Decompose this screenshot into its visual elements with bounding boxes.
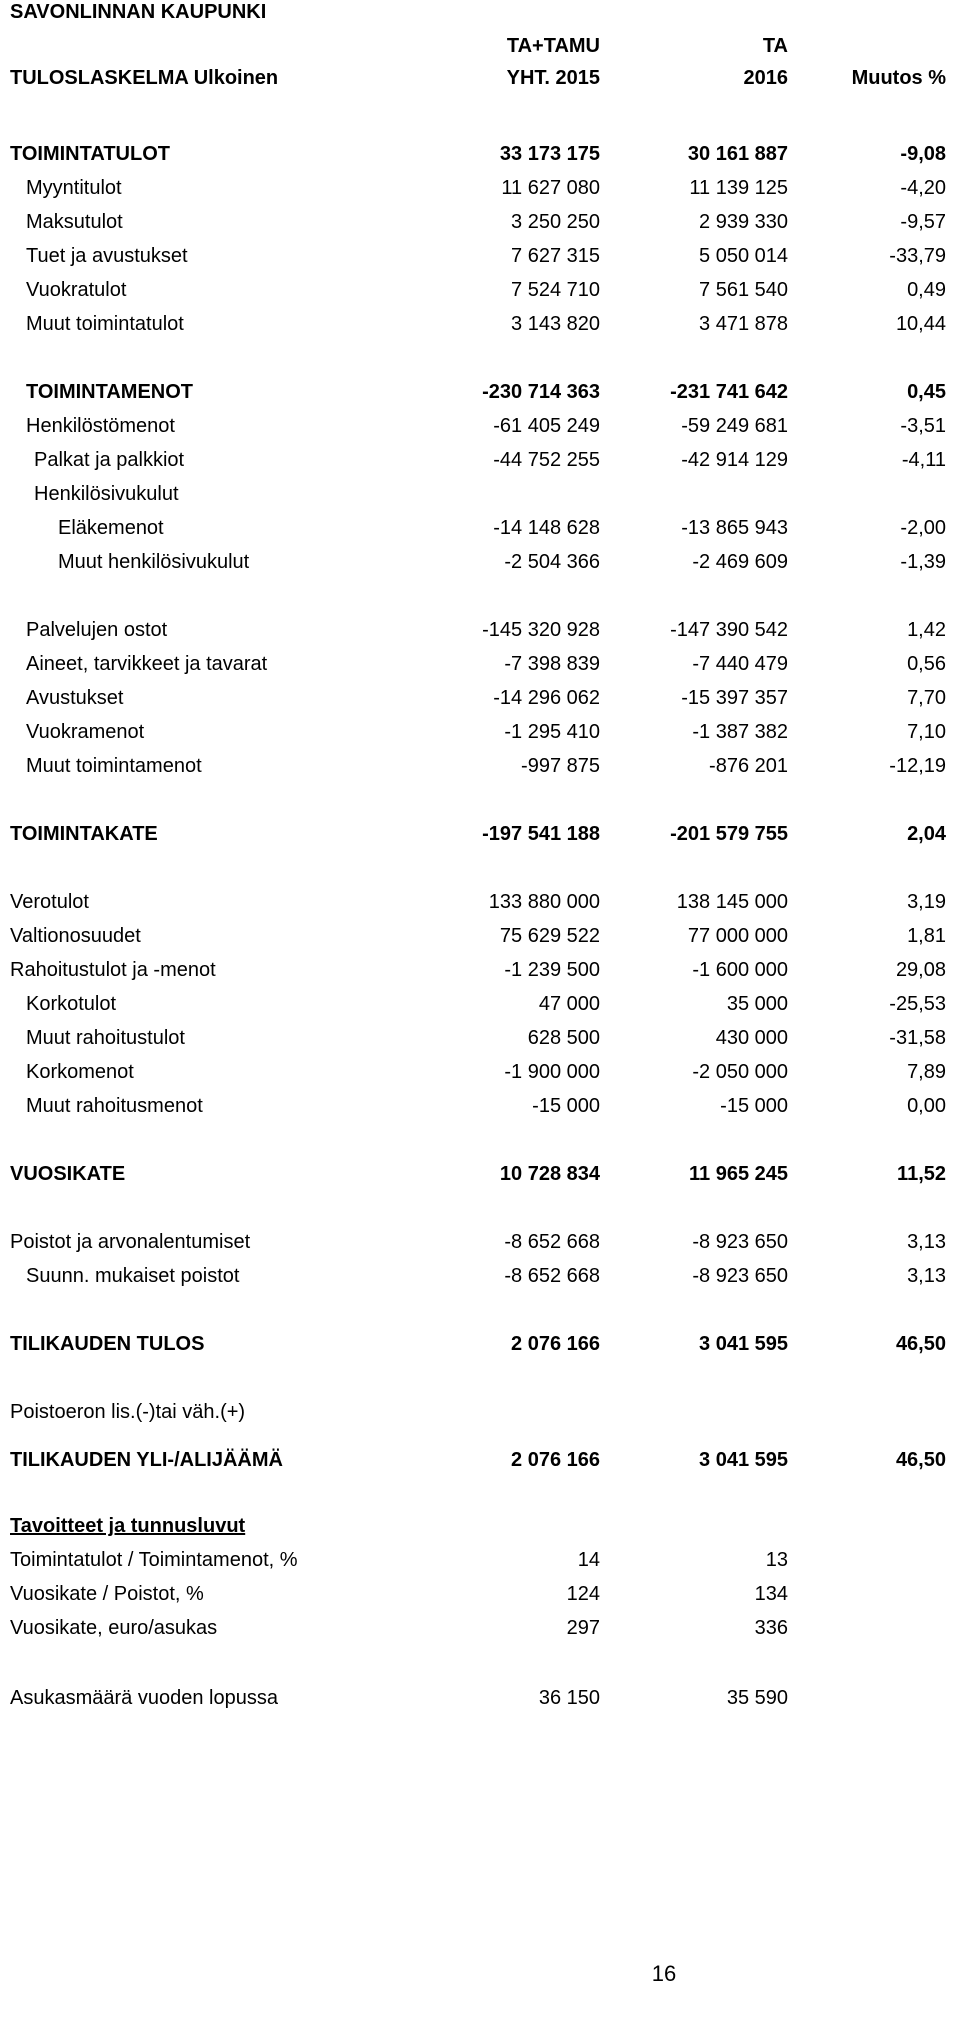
kpi-value-2016: 336 — [754, 1617, 788, 1639]
change-percent: 3,19 — [907, 891, 946, 913]
table-row — [0, 376, 960, 408]
col1-header-top: TA+TAMU — [506, 35, 600, 57]
kpi-label: Vuosikate, euro/asukas — [10, 1617, 218, 1639]
table-row — [0, 274, 960, 306]
value-2015: 628 500 — [527, 1027, 600, 1049]
value-2016: 77 000 000 — [687, 925, 788, 947]
table-row — [0, 308, 960, 340]
table-row — [0, 648, 960, 680]
table-row — [0, 444, 960, 476]
change-percent: 29,08 — [895, 959, 946, 981]
value-2016: 11 965 245 — [689, 1163, 788, 1185]
table-row — [0, 410, 960, 442]
row-label: Suunn. mukaiset poistot — [26, 1265, 240, 1287]
value-2016: -15 397 357 — [681, 687, 788, 709]
change-percent: -4,20 — [900, 177, 946, 199]
table-row — [0, 1226, 960, 1258]
value-2015: -230 714 363 — [482, 381, 600, 403]
value-2016: 35 000 — [726, 993, 788, 1015]
value-2016: 3 471 878 — [699, 313, 788, 335]
column-header-top — [0, 30, 960, 62]
change-percent: 0,45 — [907, 381, 946, 403]
value-2015: -1 239 500 — [504, 959, 600, 981]
row-label: Muut rahoitustulot — [26, 1027, 185, 1049]
kpi-label: Vuosikate / Poistot, % — [10, 1583, 204, 1605]
value-2016: -59 249 681 — [681, 415, 788, 437]
table-row — [0, 1022, 960, 1054]
change-percent: 1,81 — [907, 925, 946, 947]
row-label: Verotulot — [10, 891, 89, 913]
change-percent: -3,51 — [900, 415, 946, 437]
value-2015: -14 148 628 — [493, 517, 600, 539]
kpi-section-title: Tavoitteet ja tunnusluvut — [10, 1515, 246, 1537]
change-percent: 1,42 — [907, 619, 946, 641]
value-2016: 3 041 595 — [699, 1333, 788, 1355]
value-2015: 7 524 710 — [511, 279, 600, 301]
population-label: Asukasmäärä vuoden lopussa — [10, 1687, 278, 1709]
value-2015: -14 296 062 — [493, 687, 600, 709]
row-label: Henkilöstömenot — [26, 415, 175, 437]
value-2015: -145 320 928 — [482, 619, 600, 641]
value-2015: -2 504 366 — [504, 551, 600, 573]
row-label: Muut rahoitusmenot — [26, 1095, 203, 1117]
table-row — [0, 750, 960, 782]
population-row — [0, 1682, 960, 1714]
change-percent: 3,13 — [907, 1231, 946, 1253]
value-2015: -8 652 668 — [504, 1231, 600, 1253]
city-name: SAVONLINNAN KAUPUNKI — [10, 1, 267, 23]
value-2015: 75 629 522 — [499, 925, 600, 947]
table-row — [0, 988, 960, 1020]
change-percent: -9,57 — [900, 211, 946, 233]
value-2015: -15 000 — [532, 1095, 600, 1117]
value-2015: -8 652 668 — [504, 1265, 600, 1287]
row-label: TOIMINTAMENOT — [26, 381, 194, 403]
value-2016: -7 440 479 — [692, 653, 788, 675]
change-percent: -4,11 — [901, 449, 946, 471]
change-percent: 10,44 — [895, 313, 946, 335]
change-percent: 0,49 — [907, 279, 946, 301]
row-label: Muut toimintamenot — [26, 755, 202, 777]
table-row — [0, 138, 960, 170]
value-2016: -1 600 000 — [692, 959, 788, 981]
value-2016: 5 050 014 — [699, 245, 788, 267]
kpi-row — [0, 1544, 960, 1576]
row-label: Valtionosuudet — [10, 925, 141, 947]
value-2016: -13 865 943 — [681, 517, 788, 539]
change-percent: 46,50 — [895, 1449, 946, 1471]
table-row — [0, 614, 960, 646]
change-percent: -1,39 — [900, 551, 946, 573]
value-2015: -61 405 249 — [493, 415, 600, 437]
row-label: Poistoeron lis.(-)tai väh.(+) — [10, 1401, 246, 1423]
value-2015: 2 076 166 — [511, 1333, 600, 1355]
value-2015: 10 728 834 — [499, 1163, 600, 1185]
change-percent: -31,58 — [889, 1027, 946, 1049]
change-percent: 46,50 — [895, 1333, 946, 1355]
value-2015: 3 250 250 — [511, 211, 600, 233]
value-2015: -44 752 255 — [493, 449, 600, 471]
col2-header-bottom: 2016 — [743, 67, 788, 89]
kpi-row — [0, 1612, 960, 1644]
change-percent: -12,19 — [889, 755, 946, 777]
row-label: Korkotulot — [26, 993, 117, 1015]
value-2016: -8 923 650 — [692, 1231, 788, 1253]
kpi-label: Toimintatulot / Toimintamenot, % — [10, 1549, 298, 1571]
page-number: 16 — [651, 1961, 677, 1986]
table-row — [0, 512, 960, 544]
kpi-row — [0, 1578, 960, 1610]
kpi-value-2015: 297 — [566, 1617, 600, 1639]
value-2016: -1 387 382 — [692, 721, 788, 743]
population-2015: 36 150 — [538, 1687, 600, 1709]
value-2015: 47 000 — [538, 993, 600, 1015]
value-2016: 3 041 595 — [699, 1449, 788, 1471]
row-label: Rahoitustulot ja -menot — [10, 959, 216, 981]
change-percent: -2,00 — [900, 517, 946, 539]
table-row — [0, 1444, 960, 1476]
value-2015: 11 627 080 — [501, 177, 600, 199]
table-row — [0, 682, 960, 714]
table-row — [0, 1328, 960, 1360]
kpi-value-2016: 13 — [765, 1549, 788, 1571]
value-2015: 3 143 820 — [511, 313, 600, 335]
value-2016: -42 914 129 — [681, 449, 788, 471]
table-row — [0, 818, 960, 850]
value-2015: 7 627 315 — [511, 245, 600, 267]
row-label: Myyntitulot — [26, 177, 122, 199]
row-label: Poistot ja arvonalentumiset — [10, 1231, 251, 1253]
row-label: Avustukset — [26, 687, 124, 709]
table-row — [0, 886, 960, 918]
value-2016: -231 741 642 — [670, 381, 788, 403]
table-row — [0, 1158, 960, 1190]
value-2016: -2 050 000 — [692, 1061, 788, 1083]
value-2016: -201 579 755 — [670, 823, 788, 845]
value-2015: 133 880 000 — [488, 891, 600, 913]
change-percent: 7,10 — [907, 721, 946, 743]
value-2016: 11 139 125 — [689, 177, 788, 199]
kpi-value-2015: 124 — [566, 1583, 600, 1605]
row-label: Vuokratulot — [26, 279, 127, 301]
table-row — [0, 954, 960, 986]
change-percent: 3,13 — [907, 1265, 946, 1287]
value-2015: 2 076 166 — [511, 1449, 600, 1471]
row-label: VUOSIKATE — [10, 1163, 126, 1185]
change-percent: -25,53 — [889, 993, 946, 1015]
value-2015: -197 541 188 — [482, 823, 600, 845]
col3-header: Muutos % — [851, 67, 946, 89]
change-percent: 7,89 — [907, 1061, 946, 1083]
table-row — [0, 478, 960, 510]
row-label: Tuet ja avustukset — [26, 245, 188, 267]
value-2015: -1 900 000 — [504, 1061, 600, 1083]
value-2016: -876 201 — [709, 755, 788, 777]
value-2015: -997 875 — [521, 755, 600, 777]
change-percent: 7,70 — [907, 687, 946, 709]
row-label: Henkilösivukulut — [34, 483, 179, 505]
table-row — [0, 172, 960, 204]
row-label: TILIKAUDEN YLI-/ALIJÄÄMÄ — [10, 1449, 283, 1471]
col2-header-top: TA — [762, 35, 788, 57]
col1-header-bottom: YHT. 2015 — [506, 67, 600, 89]
table-row — [0, 206, 960, 238]
table-row — [0, 920, 960, 952]
table-row — [0, 1090, 960, 1122]
table-row — [0, 716, 960, 748]
change-percent: 2,04 — [907, 823, 946, 845]
value-2016: 138 145 000 — [676, 891, 788, 913]
kpi-value-2016: 134 — [754, 1583, 788, 1605]
change-percent: 0,00 — [907, 1095, 946, 1117]
value-2016: 7 561 540 — [699, 279, 788, 301]
row-label: TILIKAUDEN TULOS — [10, 1333, 205, 1355]
row-label: TOIMINTATULOT — [10, 143, 170, 165]
value-2015: 33 173 175 — [499, 143, 600, 165]
population-2016: 35 590 — [726, 1687, 788, 1709]
statement-title: TULOSLASKELMA Ulkoinen — [10, 67, 279, 89]
kpi-value-2015: 14 — [577, 1549, 600, 1571]
change-percent: 11,52 — [897, 1163, 946, 1185]
table-row — [0, 1396, 960, 1428]
value-2016: 430 000 — [715, 1027, 788, 1049]
row-label: Maksutulot — [26, 211, 123, 233]
table-row — [0, 1056, 960, 1088]
value-2015: -1 295 410 — [504, 721, 600, 743]
column-header-bottom — [0, 62, 960, 94]
value-2016: 2 939 330 — [699, 211, 788, 233]
row-label: Korkomenot — [26, 1061, 134, 1083]
table-row — [0, 546, 960, 578]
value-2016: -8 923 650 — [692, 1265, 788, 1287]
value-2016: 30 161 887 — [687, 143, 788, 165]
value-2016: -15 000 — [720, 1095, 788, 1117]
change-percent: -33,79 — [889, 245, 946, 267]
change-percent: 0,56 — [907, 653, 946, 675]
kpi-section-title-row — [0, 1510, 960, 1542]
row-label: Muut henkilösivukulut — [58, 551, 250, 573]
row-label: Aineet, tarvikkeet ja tavarat — [26, 653, 268, 675]
value-2015: -7 398 839 — [504, 653, 600, 675]
table-row — [0, 240, 960, 272]
row-label: Palkat ja palkkiot — [34, 449, 185, 471]
row-label: TOIMINTAKATE — [10, 823, 158, 845]
value-2016: -147 390 542 — [670, 619, 788, 641]
row-label: Palvelujen ostot — [26, 619, 168, 641]
table-row — [0, 1260, 960, 1292]
row-label: Vuokramenot — [26, 721, 145, 743]
change-percent: -9,08 — [900, 143, 946, 165]
row-label: Muut toimintatulot — [26, 313, 184, 335]
row-label: Eläkemenot — [58, 517, 164, 539]
value-2016: -2 469 609 — [692, 551, 788, 573]
